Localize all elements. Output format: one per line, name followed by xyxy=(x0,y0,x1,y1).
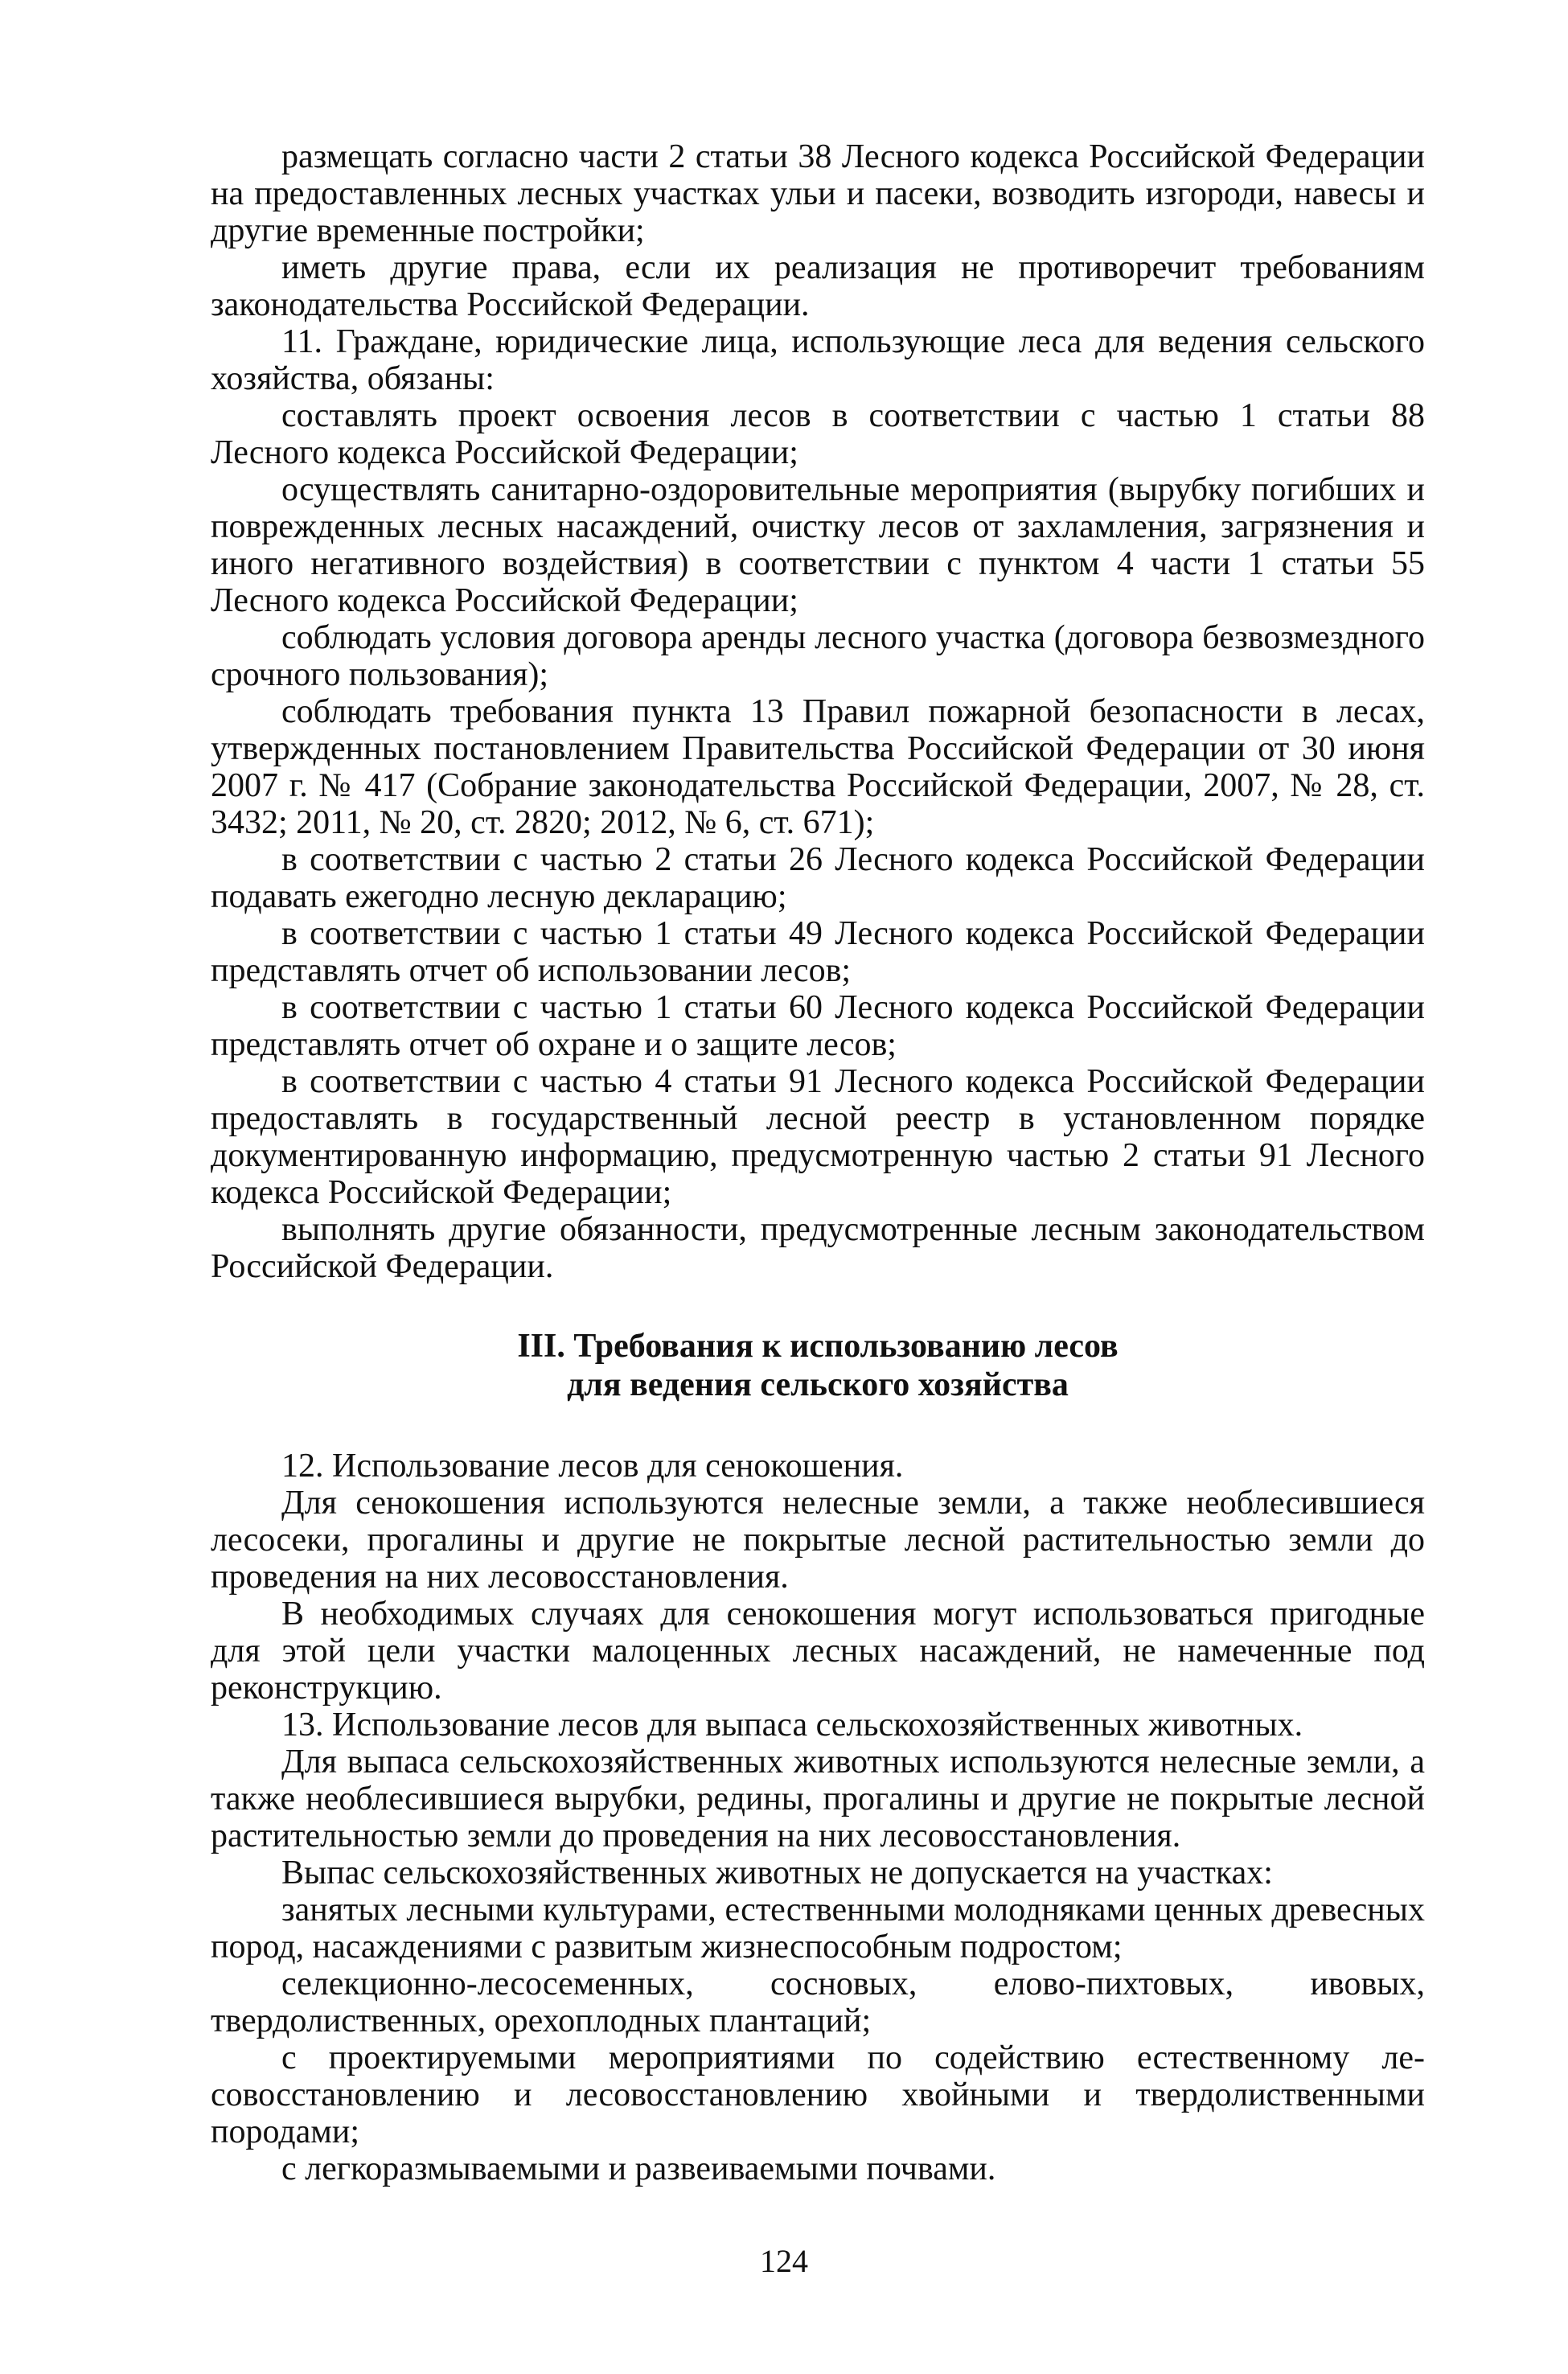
paragraph: осуществлять санитарно-оздоровительные мероприятия (вырубку погибших и поврежденных лесных насаждений, очистку лесов от захламления, загрязнения и иного негативного воздействия) в соответствии с пунктом 4 части 1 статьи 55 Лесного кодекса Российской Федерации; xyxy=(211,471,1425,619)
paragraph: соблюдать условия договора аренды лесного участка (договора безвозмездного срочного пользования); xyxy=(211,619,1425,693)
paragraph: в соответствии с частью 1 статьи 49 Лесного кодекса Российской Федерации представлять отчет об использовании лесов; xyxy=(211,915,1425,989)
section-heading xyxy=(211,1327,1425,1404)
paragraph: с проектируемыми мероприятиями по содействию естественному лесовосстановлению и лесовосстановлению хвойными и твердолиственными породами; xyxy=(211,2039,1425,2150)
body-text-bottom xyxy=(211,1448,1425,2187)
document-page xyxy=(211,138,1425,2187)
page-number: 124 xyxy=(760,2243,808,2279)
paragraph: Для выпаса сельскохозяйственных животных используются нелесные земли, а также необлесившиеся вырубки, редины, прогалины и другие не покрытые лесной растительностью земли до проведения на них лесовосстановления. xyxy=(211,1744,1425,1854)
paragraph: В необходимых случаях для сенокошения могут использоваться пригодные для этой цели участки малоценных лесных насаждений, не намеченные под реконструкцию. xyxy=(211,1596,1425,1707)
paragraph: в соответствии с частью 1 статьи 60 Лесного кодекса Российской Федерации представлять отчет об охране и о защите лесов; xyxy=(211,989,1425,1063)
paragraph: 13. Использование лесов для выпаса сельскохозяйственных животных. xyxy=(281,1707,1303,1744)
section-heading-line-2: для ведения сельского хозяйства xyxy=(567,1366,1069,1403)
paragraph: Для сенокошения используются нелесные земли, а также необлесившиеся лесосеки, прогалины и другие не покрытые лесной растительностью земли до проведения на них лесовосстановления. xyxy=(211,1485,1425,1596)
paragraph: в соответствии с частью 4 статьи 91 Лесного кодекса Российской Федерации предоставлять в государственный лесной реестр в установленном порядке документированную информацию, предусмотренную частью 2 статьи 91 Лесного кодекса Российской Федерации; xyxy=(211,1063,1425,1211)
paragraph: составлять проект освоения лесов в соответствии с частью 1 статьи 88 Лесного кодекса Российской Федерации; xyxy=(211,397,1425,471)
paragraph: в соответствии с частью 2 статьи 26 Лесного кодекса Российской Федерации подавать ежегодно лесную декларацию; xyxy=(211,841,1425,915)
paragraph: иметь другие права, если их реализация не противоречит требованиям законодательства Российской Федерации. xyxy=(211,249,1425,323)
paragraph: 11. Граждане, юридические лица, использующие леса для ведения сельского хозяйства, обязаны: xyxy=(211,323,1425,397)
paragraph: соблюдать требования пункта 13 Правил пожарной безопасности в лесах, утвержденных постановлением Правительства Российской Федерации от 30 июня 2007 г. № 417 (Собрание законодательства Российской Федерации, 2007, № 28, ст. 3432; 2011, № 20, ст. 2820; 2012, № 6, ст. 671); xyxy=(211,693,1425,841)
paragraph: Выпас сельскохозяйственных животных не допускается на участках: xyxy=(281,1854,1273,1891)
paragraph: размещать согласно части 2 статьи 38 Лесного кодекса Российской Федерации на предоставленных лесных участках ульи и пасеки, возводить изгороди, навесы и другие временные постройки; xyxy=(211,138,1425,249)
paragraph: занятых лесными культурами, естественными молодняками ценных древесных пород, насаждениями с развитым жизнеспособным подростом; xyxy=(211,1891,1425,1965)
paragraph: выполнять другие обязанности, предусмотренные лесным законодательством Российской Федерации. xyxy=(211,1211,1425,1285)
paragraph: 12. Использование лесов для сенокошения. xyxy=(281,1448,904,1485)
section-heading-line-1: III. Требования к использованию лесов xyxy=(517,1328,1119,1365)
body-text-top xyxy=(211,138,1425,1285)
paragraph: селекционно-лесосеменных, сосновых, елово-пихтовых, ивовых, твердолиственных, орехоплодных плантаций; xyxy=(211,1965,1425,2039)
paragraph: с легкоразмываемыми и развеиваемыми почвами. xyxy=(281,2150,996,2187)
